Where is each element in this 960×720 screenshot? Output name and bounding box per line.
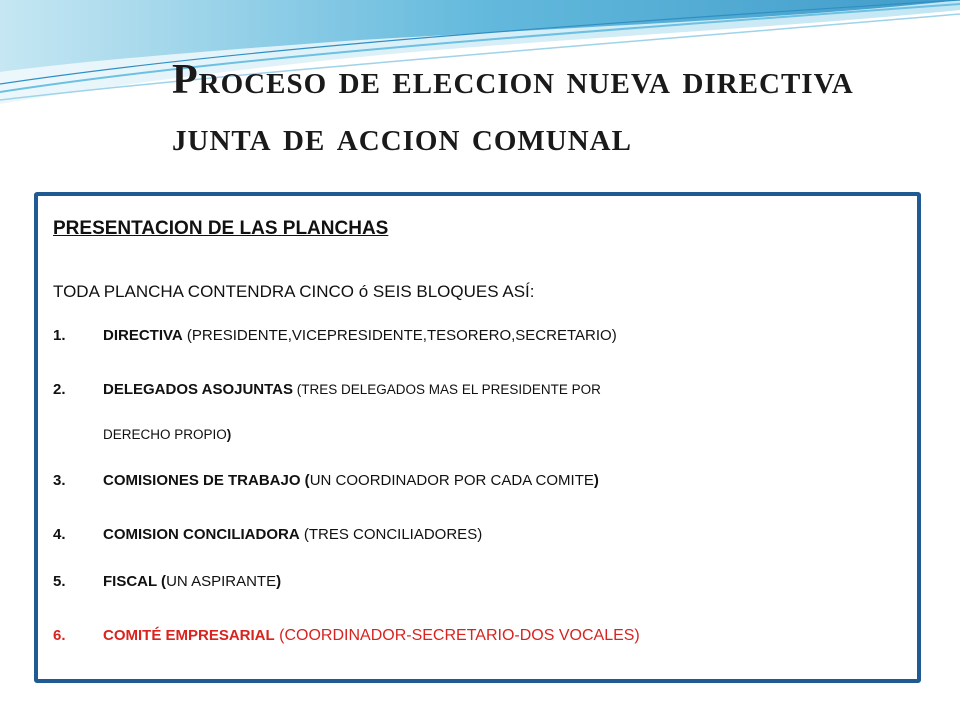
item-detail: (TRES DELEGADOS MAS EL PRESIDENTE POR <box>293 382 601 397</box>
content-box <box>34 192 921 683</box>
item-detail-close: ) <box>226 427 232 442</box>
item-title: DIRECTIVA <box>103 327 183 344</box>
item-number: 6. <box>53 627 66 644</box>
item-number: 3. <box>53 472 66 489</box>
item-detail-close: ) <box>593 472 599 489</box>
item-number: 4. <box>53 526 66 543</box>
title-line-1: Proceso de eleccion nueva directiva <box>172 57 854 103</box>
item-detail: UN ASPIRANTE <box>166 573 277 590</box>
intro-text: TODA PLANCHA CONTENDRA CINCO ó SEIS BLOQUES ASÍ: <box>53 282 535 301</box>
item-detail: UN COORDINADOR POR CADA COMITE <box>309 472 594 489</box>
item-detail: (TRES CONCILIADORES) <box>299 526 483 543</box>
item-title: COMISION CONCILIADORA <box>103 526 300 543</box>
list-item-2-continuation <box>103 427 231 442</box>
item-detail: (COORDINADOR-SECRETARIO-DOS VOCALES) <box>274 627 640 644</box>
item-detail-close: ) <box>276 573 282 590</box>
item-title: FISCAL ( <box>103 573 167 590</box>
item-title: COMITÉ EMPRESARIAL <box>103 627 275 644</box>
title-line-2: junta de accion comunal <box>172 114 632 160</box>
item-title: DELEGADOS ASOJUNTAS <box>103 381 294 398</box>
item-number: 2. <box>53 381 66 398</box>
item-number: 5. <box>53 573 66 590</box>
item-detail: (PRESIDENTE,VICEPRESIDENTE,TESORERO,SECRETARIO) <box>182 327 617 344</box>
item-number: 1. <box>53 327 66 344</box>
item-title: COMISIONES DE TRABAJO ( <box>103 472 310 489</box>
item-detail-continuation: DERECHO PROPIO <box>103 427 227 442</box>
section-heading: PRESENTACION DE LAS PLANCHAS <box>53 218 389 239</box>
